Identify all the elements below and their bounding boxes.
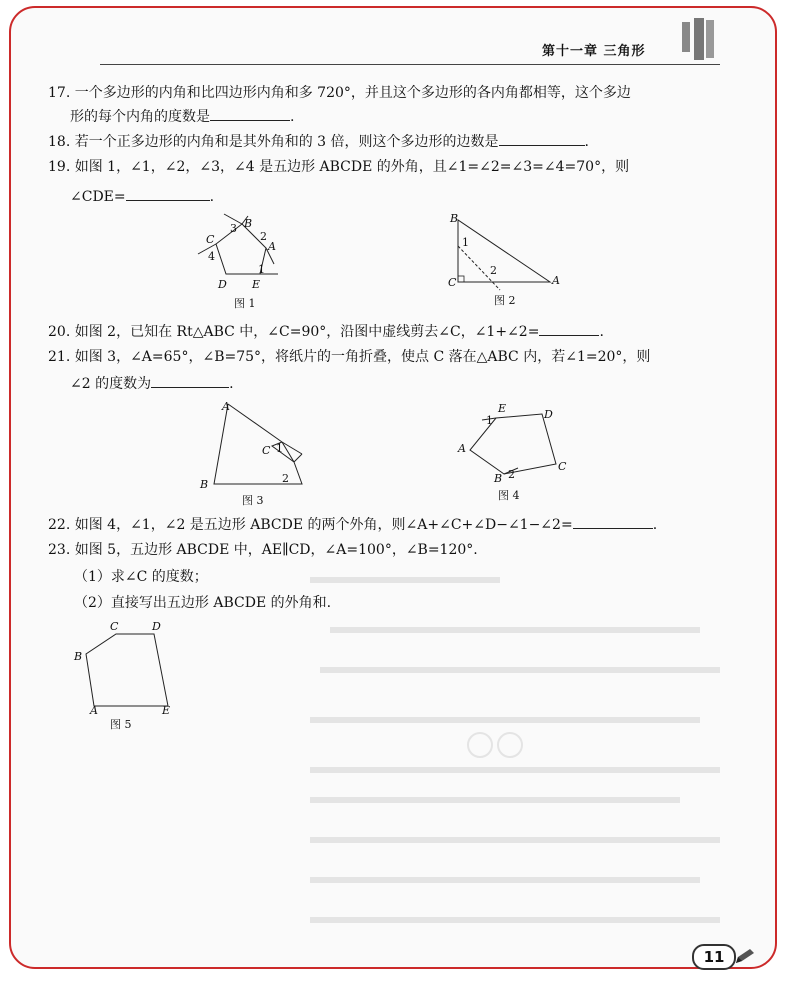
pencil-icon bbox=[734, 947, 756, 965]
question-text: 22. 如图 4，∠1，∠2 是五边形 ABCDE 的两个外角，则∠A+∠C+∠D−∠1−∠2= bbox=[48, 517, 573, 533]
figure-1-pentagon bbox=[190, 210, 300, 294]
vertex-label: A bbox=[268, 240, 276, 253]
angle-label: 2 bbox=[260, 230, 267, 243]
vertex-label: C bbox=[262, 444, 271, 457]
vertex-label: B bbox=[200, 478, 209, 490]
question-23-part1 bbox=[74, 566, 208, 588]
question-text: ∠CDE= bbox=[70, 189, 126, 205]
figure-5-pentagon bbox=[70, 616, 190, 716]
figure-3-folded-triangle bbox=[196, 398, 314, 490]
question-18: 18. 若一个正多边形的内角和是其外角和的 3 倍，则这个多边形的边数是 . bbox=[48, 131, 589, 153]
vertex-label: C bbox=[206, 233, 215, 246]
question-21 bbox=[48, 346, 650, 368]
bleed-through-texture bbox=[300, 560, 740, 940]
vertex-label: B bbox=[450, 212, 459, 225]
question-text: 20. 如图 2，已知在 Rt△ABC 中，∠C=90°，沿图中虚线剪去∠C，∠1+∠2= bbox=[48, 324, 540, 340]
vertex-label: B bbox=[244, 217, 253, 230]
figure-4-caption: 图 4 bbox=[498, 489, 520, 502]
question-text: 21. 如图 3，∠A=65°，∠B=75°，将纸片的一角折叠，使点 C 落在△ABC 内，若∠1=20°，则 bbox=[48, 349, 651, 365]
answer-blank[interactable] bbox=[573, 514, 653, 529]
question-19-cont: ∠CDE= . bbox=[70, 186, 214, 208]
vertex-label: C bbox=[558, 460, 567, 473]
vertex-label: C bbox=[448, 276, 457, 289]
question-text: （2）直接写出五边形 ABCDE 的外角和. bbox=[74, 595, 332, 611]
figure-4-pentagon bbox=[452, 398, 570, 484]
figure-2-triangle bbox=[444, 210, 570, 296]
vertex-label: D bbox=[152, 620, 161, 633]
vertex-label: A bbox=[222, 400, 230, 413]
angle-label: 1 bbox=[486, 414, 493, 427]
answer-blank[interactable] bbox=[210, 106, 290, 121]
angle-label: 4 bbox=[208, 250, 215, 263]
question-text: 形的每个内角的度数是 bbox=[70, 109, 210, 125]
question-text: 19. 如图 1，∠1，∠2，∠3，∠4 是五边形 ABCDE 的外角，且∠1=∠2=∠3=∠4=70°，则 bbox=[48, 159, 630, 175]
page-number: 11 bbox=[692, 944, 736, 970]
header-bar bbox=[682, 22, 690, 52]
vertex-label: A bbox=[90, 704, 98, 716]
question-text: 18. 若一个正多边形的内角和是其外角和的 3 倍，则这个多边形的边数是 bbox=[48, 134, 499, 150]
answer-blank[interactable] bbox=[151, 373, 229, 388]
vertex-label: E bbox=[162, 704, 171, 716]
vertex-label: D bbox=[218, 278, 227, 291]
angle-label: 3 bbox=[230, 222, 237, 235]
header-divider bbox=[100, 64, 720, 65]
answer-blank[interactable] bbox=[126, 186, 210, 201]
question-23-part2 bbox=[74, 592, 331, 614]
vertex-label: A bbox=[552, 274, 560, 287]
figure-1-caption: 图 1 bbox=[234, 297, 256, 310]
answer-blank[interactable] bbox=[499, 131, 585, 146]
angle-label: 1 bbox=[258, 263, 265, 276]
question-text: 17. 一个多边形的内角和比四边形内角和多 720°，并且这个多边形的各内角都相等，这个多边 bbox=[48, 85, 631, 101]
figure-2-caption: 图 2 bbox=[494, 294, 516, 307]
question-17 bbox=[48, 82, 631, 104]
angle-label: 2 bbox=[490, 264, 497, 277]
angle-label: 1 bbox=[276, 442, 283, 455]
vertex-label: E bbox=[252, 278, 261, 291]
vertex-label: C bbox=[110, 620, 119, 633]
angle-label: 2 bbox=[508, 468, 515, 481]
vertex-label: E bbox=[498, 402, 507, 415]
question-text: ∠2 的度数为 bbox=[70, 376, 152, 392]
angle-label: 1 bbox=[462, 236, 469, 249]
angle-label: 2 bbox=[282, 472, 289, 485]
question-19 bbox=[48, 156, 629, 178]
vertex-label: B bbox=[494, 472, 503, 484]
chapter-title: 第十一章 三角形 bbox=[542, 44, 646, 59]
question-20: 20. 如图 2，已知在 Rt△ABC 中，∠C=90°，沿图中虚线剪去∠C，∠1+∠2= . bbox=[48, 321, 604, 343]
figure-5-caption: 图 5 bbox=[110, 718, 132, 731]
header-bar bbox=[694, 18, 704, 60]
question-21-cont: ∠2 的度数为 . bbox=[70, 373, 234, 395]
question-23 bbox=[48, 539, 478, 561]
question-22: 22. 如图 4，∠1，∠2 是五边形 ABCDE 的两个外角，则∠A+∠C+∠D−∠1−∠2= . bbox=[48, 514, 657, 536]
vertex-label: B bbox=[74, 650, 83, 663]
question-text: 23. 如图 5，五边形 ABCDE 中，AE∥CD，∠A=100°，∠B=120°. bbox=[48, 542, 478, 558]
question-text: （1）求∠C 的度数； bbox=[74, 569, 208, 585]
question-17-cont: 形的每个内角的度数是 . bbox=[70, 106, 294, 128]
vertex-label: A bbox=[458, 442, 466, 455]
answer-blank[interactable] bbox=[539, 321, 599, 336]
vertex-label: D bbox=[544, 408, 553, 421]
header-bar bbox=[706, 20, 714, 58]
figure-3-caption: 图 3 bbox=[242, 494, 264, 507]
